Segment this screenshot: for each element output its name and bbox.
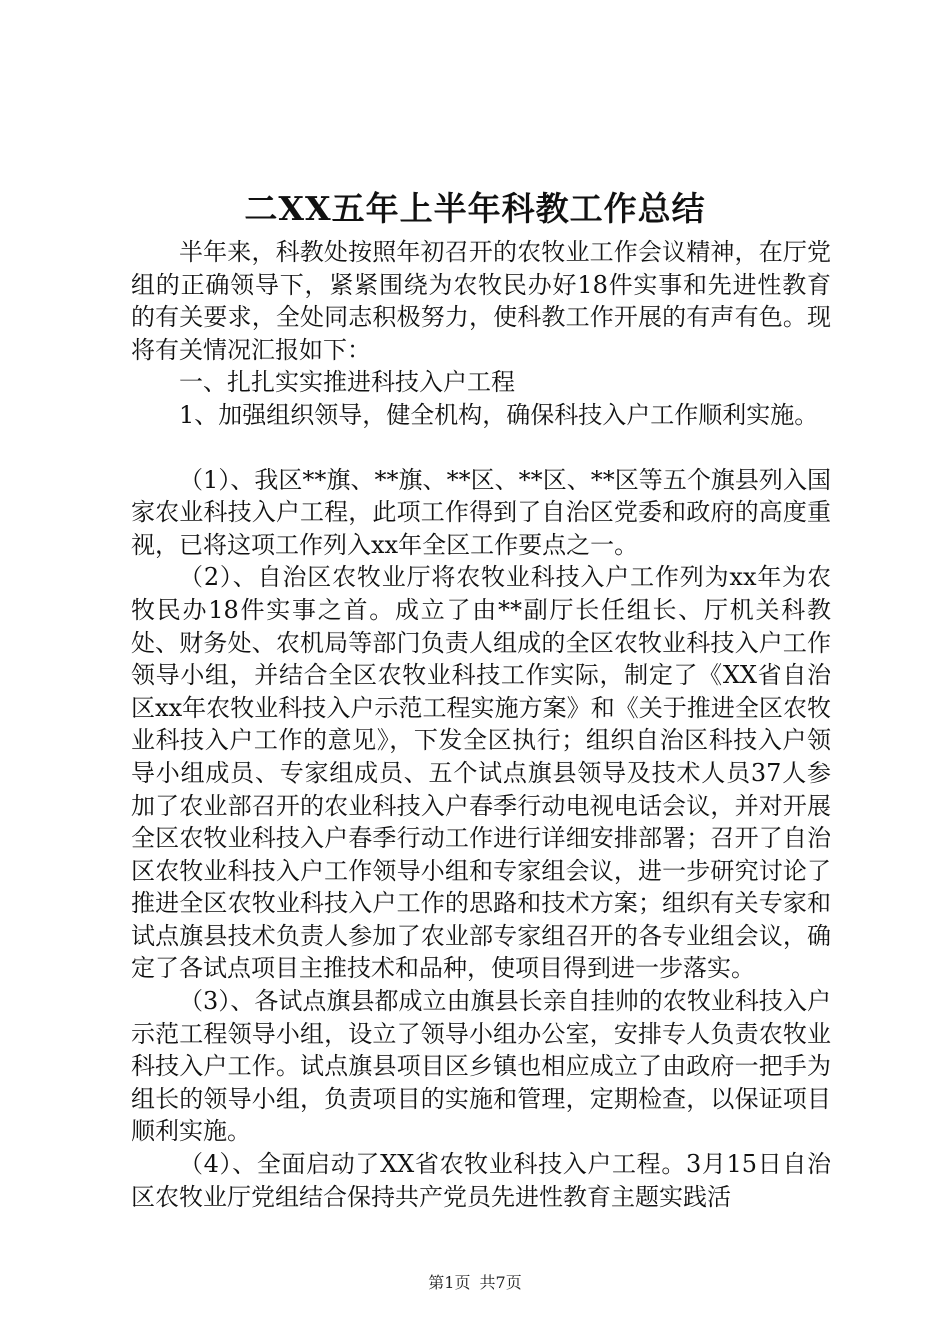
section-heading-1: 一、扎扎实实推进科技入户工程 (179, 368, 515, 397)
page-number: 第1页 (428, 1273, 471, 1292)
paragraph-item-2: （2）、自治区农牧业厅将农牧业科技入户工作列为xx年为农牧民办18件实事之首。成立了由**副厅长任组长、厅机关科教处、财务处、农机局等部门负责人组成的全区农牧业科技入户工作领导小组，并结合全区农牧业科技工作实际，制定了《XX省自治区xx年农牧业科技入户示范工程实施方案》和《关于推进全区农牧业科技入户工作的意见》，下发全区执行；组织自治区科技入户领导小组成员、专家组成员、五个试点旗县领导及技术人员37人参加了农业部召开的农业科技入户春季行动电视电话会议，并对开展全区农牧业科技入户春季行动工作进行详细安排部署；召开了自治区农牧业科技入户工作领导小组和专家组会议，进一步研究讨论了推进全区农牧业科技入户工作的思路和技术方案；组织有关专家和试点旗县技术负责人参加了农业部专家组召开的各专业组会议，确定了各试点项目主推技术和品种，使项目得到进一步落实。 (131, 563, 831, 983)
paragraph-item-4: （4）、全面启动了XX省农牧业科技入户工程。3月15日自治区农牧业厅党组结合保持共产党员先进性教育主题实践活 (131, 1150, 831, 1211)
page-footer (0, 1272, 950, 1294)
subsection-heading-1: 1、加强组织领导，健全机构，确保科技入户工作顺利实施。 (179, 400, 819, 429)
document-title: 二XX五年上半年科教工作总结 (244, 189, 706, 228)
paragraph-intro: 半年来，科教处按照年初召开的农牧业工作会议精神，在厅党组的正确领导下，紧紧围绕为农牧民办好18件实事和先进性教育的有关要求，全处同志积极努力，使科教工作开展的有声有色。现将有关情况汇报如下： (131, 238, 831, 364)
page-total: 共7页 (479, 1273, 522, 1292)
document-body (131, 236, 831, 1213)
paragraph-item-1: （1）、我区**旗、**旗、**区、**区、**区等五个旗县列入国家农业科技入户工程，此项工作得到了自治区党委和政府的高度重视，已将这项工作列入xx年全区工作要点之一。 (131, 465, 831, 559)
paragraph-item-3: （3）、各试点旗县都成立由旗县长亲自挂帅的农牧业科技入户示范工程领导小组，设立了领导小组办公室，安排专人负责农牧业科技入户工作。试点旗县项目区乡镇也相应成立了由政府一把手为组长的领导小组，负责项目的实施和管理，定期检查，以保证项目顺利实施。 (131, 987, 831, 1146)
